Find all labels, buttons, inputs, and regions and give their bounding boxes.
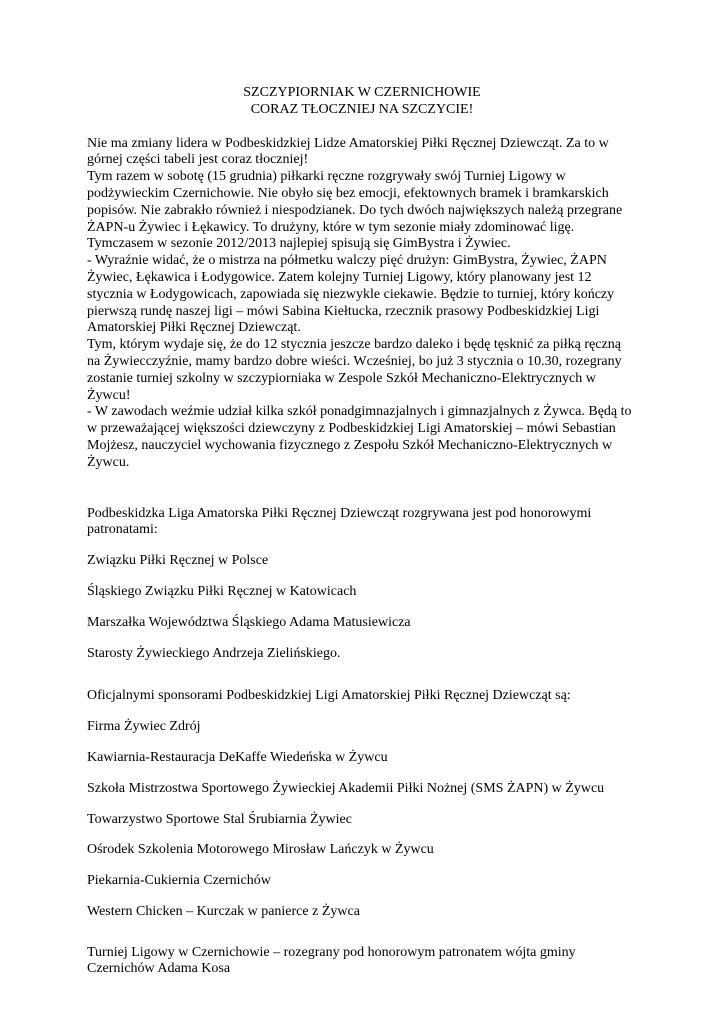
sponsor-item: Firma Żywiec Zdrój (87, 719, 201, 735)
sponsor-item: Western Chicken – Kurczak w panierce z Żywca (87, 903, 360, 919)
title-line-1: SZCZYPIORNIAK W CZERNICHOWIE (243, 85, 481, 100)
patron-item: Śląskiego Związku Piłki Ręcznej w Katowicach (87, 583, 357, 599)
body-paragraph: Tym, którym wydaje się, że do 12 stycznia jeszcze bardzo daleko i będę tęsknić za piłką ręczną na Żywiecczyźnie, mamy bardzo dobre wieści. Wcześniej, bo już 3 stycznia o 10.30, rozegrany zostanie turniej szkolny w szczypiorniaka w Zespole Szkół Mechaniczno-Elektrycznych w Żywcu! (87, 337, 622, 403)
patron-item: Marszałka Województwa Śląskiego Adama Matusiewicza (87, 614, 411, 630)
patron-item: Związku Piłki Ręcznej w Polsce (87, 553, 269, 569)
sponsor-item: Piekarnia-Cukiernia Czernichów (87, 873, 271, 889)
patrons-list (87, 553, 637, 662)
patrons-intro: Podbeskidzka Liga Amatorska Piłki Ręcznej Dziewcząt rozgrywana jest pod honorowymi patronatami: (87, 505, 592, 538)
sponsors-list (87, 719, 637, 921)
body-paragraph: - Wyraźnie widać, że o mistrza na półmetku walczy pięć drużyn: GimBystra, Żywiec, ŻAPN Żywiec, Łękawica i Łodygowice. Zatem kolejny Turniej Ligowy, który planowany jest 12 stycznia w Łodygowicach, zapowiada się niezwykle ciekawie. Będzie to turniej, który kończy pierwszą rundę naszej ligi – mówi Sabina Kiełtucka, rzecznik prasowy Podbeskidzkiej Ligi Amatorskiej Piłki Ręcznej Dziewcząt. (87, 253, 615, 336)
sponsor-item: Ośrodek Szkolenia Motorowego Mirosław Lańczyk w Żywcu (87, 842, 434, 858)
patron-item: Starosty Żywieckiego Andrzeja Zielińskiego. (87, 645, 341, 661)
sponsor-item: Towarzystwo Sportowe Stal Śrubiarnia Żywiec (87, 811, 352, 827)
title-line-2: CORAZ TŁOCZNIEJ NA SZCZYCIE! (250, 101, 474, 117)
article-body (87, 136, 637, 472)
document-title (87, 85, 637, 119)
sponsors-intro: Oficjalnymi sponsorami Podbeskidzkiej Ligi Amatorskiej Piłki Ręcznej Dziewcząt są: (87, 688, 571, 704)
sponsor-item: Kawiarnia-Restauracja DeKaffe Wiedeńska w Żywcu (87, 749, 388, 765)
sponsor-item: Szkoła Mistrzostwa Sportowego Żywieckiej Akademii Piłki Nożnej (SMS ŻAPN) w Żywcu (87, 780, 605, 796)
body-paragraph: Tym razem w sobotę (15 grudnia) piłkarki ręczne rozgrywały swój Turniej Ligowy w podżywieckim Czernichowie. Nie obyło się bez emocji, efektownych bramek i bramkarskich popisów. Nie zabrakło również i niespodzianek. Do tych dwóch największych należą przegrane ŻAPN-u Żywiec i Łękawicy. To drużyny, które w tym sezonie miały zdominować ligę. Tymczasem w sezonie 2012/2013 najlepiej spisują się GimBystra i Żywiec. (87, 169, 623, 252)
footer-note: Turniej Ligowy w Czernichowie – rozegrany pod honorowym patronatem wójta gminy Czernichów Adama Kosa (87, 944, 576, 977)
body-paragraph: - W zawodach weźmie udział kilka szkół ponadgimnazjalnych i gimnazjalnych z Żywca. Będą to w przeważającej większości dziewczyny z Podbeskidzkiej Ligi Amatorskiej – mówi Sebastian Mojżesz, nauczyciel wychowania fizycznego z Zespołu Szkół Mechaniczno-Elektrycznych w Żywcu. (87, 404, 632, 470)
body-paragraph: Nie ma zmiany lidera w Podbeskidzkiej Lidze Amatorskiej Piłki Ręcznej Dziewcząt. Za to w górnej części tabeli jest coraz tłoczniej! (87, 135, 609, 168)
